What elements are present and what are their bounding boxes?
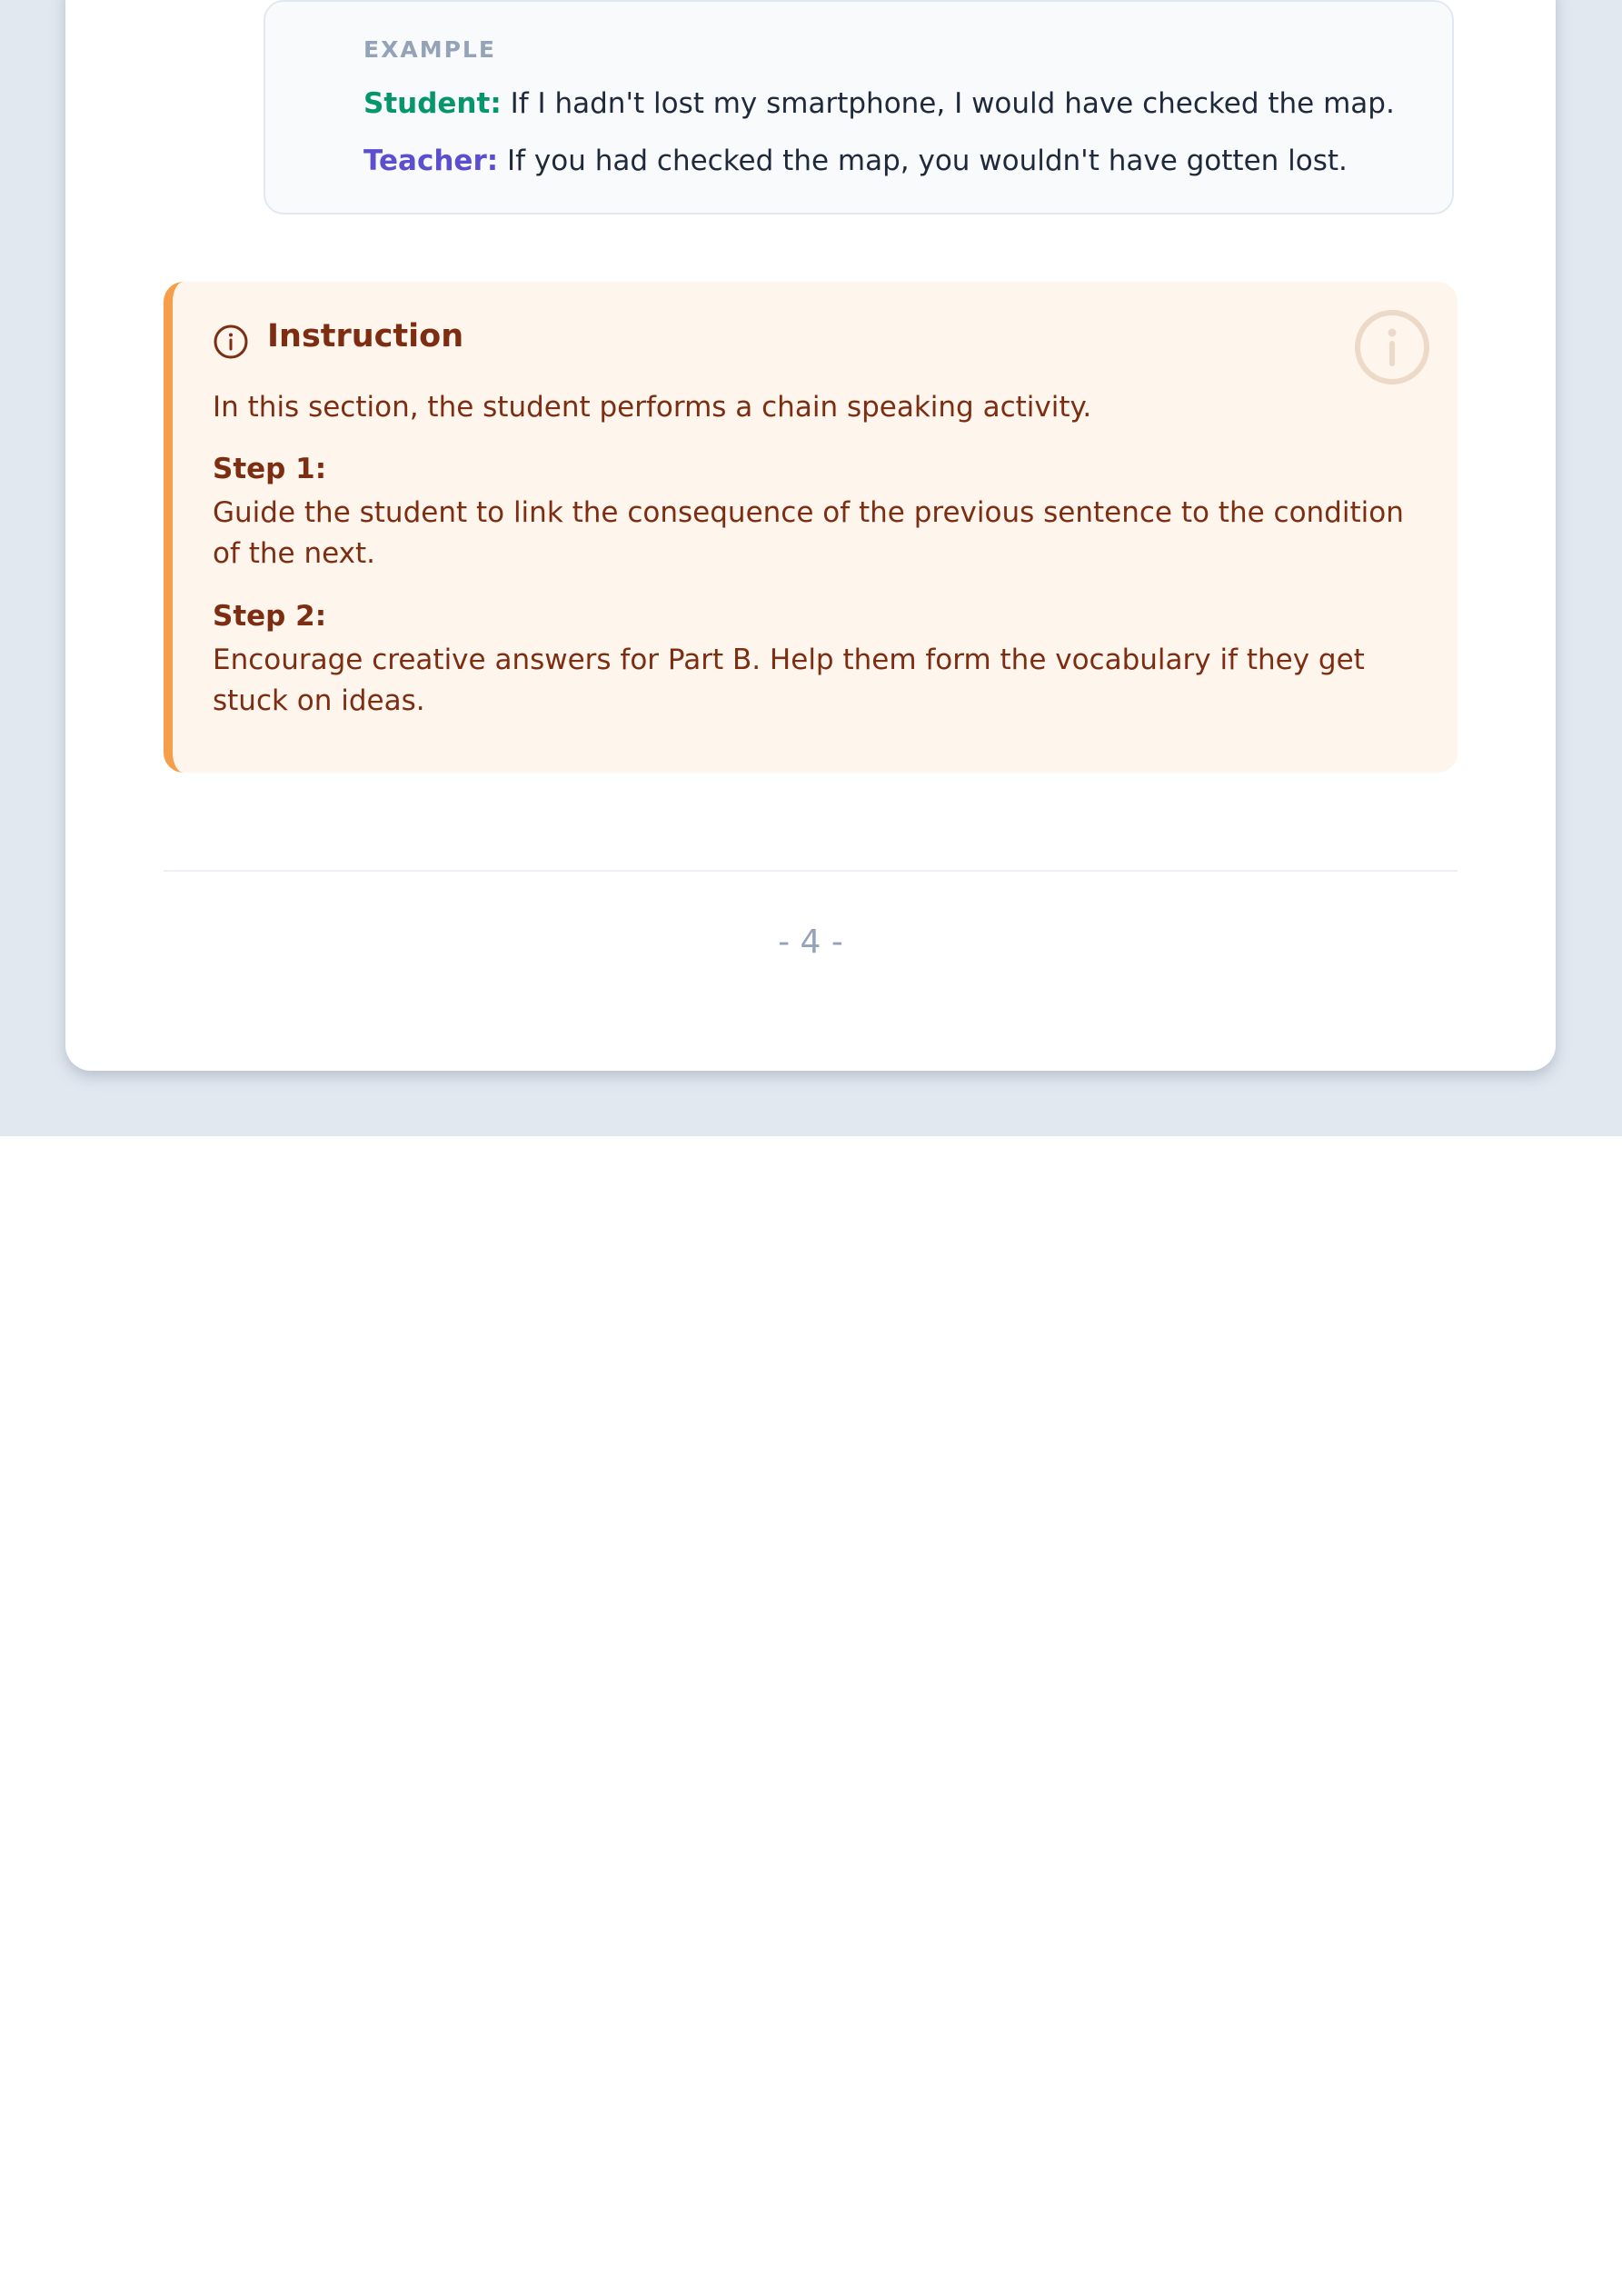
step-2-text: Encourage creative answers for Part B. Help them form the vocabulary if they get stuck on ideas. <box>213 644 1365 717</box>
page-number: - 4 - <box>778 923 843 961</box>
info-watermark-icon <box>1354 309 1430 385</box>
instruction-intro: In this section, the student performs a chain speaking activity. <box>213 391 1092 424</box>
instruction-callout <box>164 282 1458 773</box>
example-box <box>264 0 1454 215</box>
teacher-speaker-label: Teacher: <box>363 145 499 177</box>
instruction-title: Instruction <box>267 318 464 354</box>
document-page <box>65 0 1556 1071</box>
teacher-line-text: If you had checked the map, you wouldn't have gotten lost. <box>507 145 1348 177</box>
info-circle-icon <box>213 324 249 360</box>
student-speaker-label: Student: <box>363 87 502 120</box>
teacher-dialog-line <box>363 145 1348 177</box>
step-1-label: Step 1: <box>213 453 327 485</box>
example-label: EXAMPLE <box>363 36 496 63</box>
step-2-label: Step 2: <box>213 600 327 633</box>
step-1-text: Guide the student to link the consequence of the previous sentence to the condition of the next. <box>213 496 1404 570</box>
footer-divider <box>164 870 1458 872</box>
student-dialog-line <box>363 87 1395 120</box>
student-line-text: If I hadn't lost my smartphone, I would have checked the map. <box>510 87 1395 120</box>
